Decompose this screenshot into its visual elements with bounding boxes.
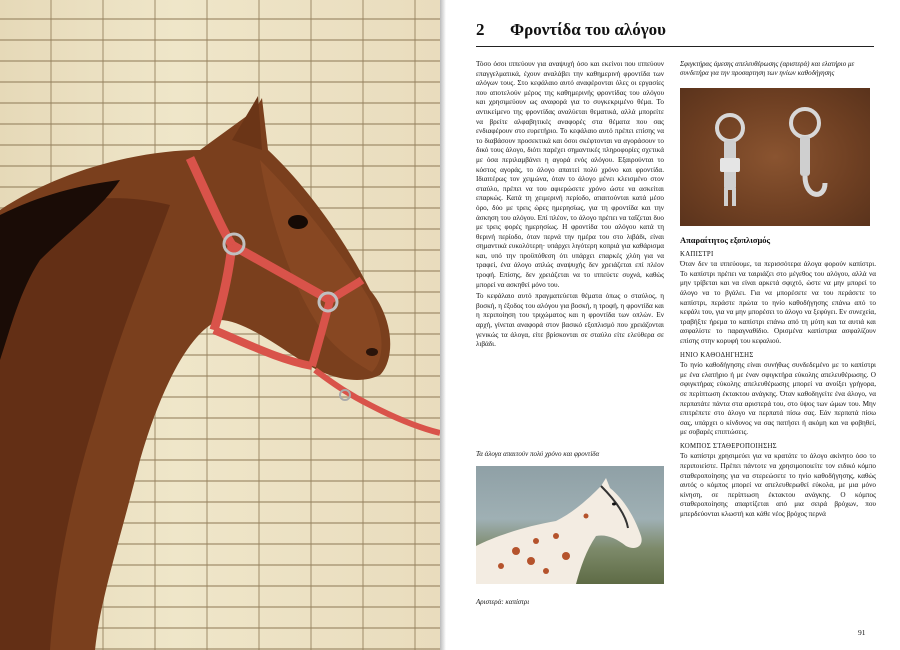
snap-clip-icons [680, 88, 870, 226]
intro-paragraph-2: Το κεφάλαιο αυτό πραγματεύεται θέματα όπως ο σταύλος, η βοσκή, η έξοδος του αλόγου για βοσκή, η τροφή, η φροντίδα και η περιποίηση του τριχώματος και η φροντίδα των οπλών. Εν αρχή, γίνεται αναφορά στον βασικό εξοπλισμό που χρειάζονται γενικώς τα άλογα, είτε βρίσκονται σε σταύλο είτε ελεύθερα σε λιβάδι. [476, 292, 664, 349]
intro-paragraph-1: Τόσο όσοι ιππεύουν για αναψυχή όσο και εκείνοι που ιππεύουν επαγγελματικά, έχουν αναλάβει την καθημερινή φροντίδα των αλόγων τους. Στο κεφάλαιο αυτό αναφέρονται όλες οι εργασίες που αποτελούν μέρος της καθημερινής φροντίδας του αλόγου και χρησιμεύουν ως αναφορά για το συγκεκριμένο θέμα. Το αντικείμενο της φροντίδας αναλύεται θεματικά, αλλά μπορείτε να βρείτε αλφαβητικές αναφορές στα θέματα που σας ενδιαφέρουν στο ευρετήριο. Το κεφάλαιο αυτό πρέπει επίσης να το διαβάσουν προσεκτικά και όσοι σκέφτονται να αγοράσουν το δικό τους άλογο, διότι παρέχει σημαντικές πληροφορίες σχετικά με όσα περιλαμβάνει η αγορά ενός αλόγου. Εξαιρούνται το κόστος αγοράς, το άλογο απαιτεί πολύ χρόνο και φροντίδα. Ιδιαιτέρως τον χειμώνα, όταν το άλογο μένει κλεισμένο στον σταύλο, πρέπει να του αφιερώσετε χρόνο ώστε να ασκείται επαρκώς. Κατά τη χειμερινή περίοδο, απαιτούνται κατά μέσο όρο, δύο με τρεις ώρες ημερησίως, για τη φροντίδα και την άσκηση του αλόγου. Επί πλέον, το άλογο πρέπει να ταΐζεται δυο με τρεις φορές ημερησίως. Η φροντίδα του αλόγου κατά τη θερινή περίοδο, όταν περνά την ημέρα του στο λιβάδι, είναι σημαντικά ευκολότερη· υπάρχει λιγότερη κοπριά για καθάρισμα και, υπό την προϋπόθεση ότι υπάρχει επαρκές χλόη για να τραφεί, ένα άλογο απλώς αναψυχής δεν χρειάζεται επί πλέον τροφή. Επίσης, δεν χρειάζεται να το ιππεύετε συχνά, καθώς μπορεί να ασκηθεί μόνο του. [476, 60, 664, 289]
item-heading-halter: ΚΑΠΙΣΤΡΙ [680, 250, 714, 258]
item-text-lead-rope: Το ηνίο καθοδήγησης είναι συνήθως συνδεδεμένο με το καπίστρι με ένα ελατήριο ή με έναν σφιγκτήρα εύκολης απελευθέρωσης. Ο σφιγκτήρας εύκολης απελευθέρωσης μπορεί να ανοίξει γρήγορα, σε περίπτωση έκτακτου ανάγκης. Όταν καθοδηγείτε ένα άλογο, να περπατάτε πάντα στα αριστερά του, στο ύψος των ώμων του. Μην επιτρέπετε στο άλογο να περπατά πίσω σας. Εάν περπατά πίσω σας, υπάρχει ο κίνδυνος να σας πατήσει ή ακόμη και να φοβηθεί, με σοβαρές επιπτώσεις. [680, 361, 876, 437]
chapter-heading [476, 20, 874, 47]
chapter-number: 2 [476, 20, 485, 39]
text-page [446, 0, 900, 650]
halter-credit-caption: Αριστερά: καπίστρι [476, 598, 530, 606]
horse-photo-page [0, 0, 440, 650]
horse-head-illustration [0, 0, 440, 650]
snap-clips-photo [680, 88, 870, 226]
horse-photo-caption: Τα άλογα απαιτούν πολύ χρόνο και φροντίδα [476, 450, 600, 458]
appaloosa-horse-illustration [476, 466, 664, 584]
equipment-section [680, 236, 876, 522]
item-heading-tie-knot: ΚΟΜΠΟΣ ΣΤΑΘΕΡΟΠΟΙΗΣΗΣ [680, 442, 777, 450]
page-number: 91 [858, 628, 866, 637]
intro-column [476, 60, 664, 352]
item-text-tie-knot: Το καπίστρι χρησιμεύει για να κρατάτε το άλογο ακίνητο όσο το περιποιείστε. Πρέπει πάντοτε να χρησιμοποιείτε τον ειδικό κόμπο σταθεροποίησης για να στερεώσετε το ηνίο καθοδήγησης, καθώς αυτός ο κόμπος μπορεί να απελευθερωθεί εύκολα, με μια μόνο κίνηση, σε περίπτωση έκτακτου ανάγκης. Ο κόμπος σταθεροποίησης απαρτίζεται από μια σειρά βρόχων, που μπερδεύονται κλωστή και κάθε νέος βρόχος περνά [680, 452, 876, 519]
clips-photo-caption: Σφιγκτήρας άμεσης απελευθέρωσης (αριστερά) και ελατήριο με συνδετήρα για την προσαρτηση των ηνίων καθοδήγησης [680, 60, 855, 77]
item-text-halter: Όταν δεν τα ιππεύουμε, τα περισσότερα άλογα φορούν καπίστρι. Το καπίστρι πρέπει να ταιριάζει στο μέγεθος του αλόγου, αλλά να μην τρίβεται και να είναι αρκετά σφιχτό, ώστε να μην μπορεί το άλογο να το βγάλει. Για να μπορέσετε να του περάσετε το καπίστρι, περάστε πρώτα το ηνίο καθοδήγησης επάνω από το κεφάλι του, για να μην μπορέσει το άλογο να ξεφύγει. Εν συνεχεία, τραβήξτε ήρεμα το καπίστρι επάνω από τη μύτη και τα αυτιά και ασφαλίστε το παραγναθίδιο. Ορισμένα καπίστρια ασφαλίζουν επίσης στην κορυφή του κεφαλιού. [680, 260, 876, 345]
chapter-title: Φροντίδα του αλόγου [510, 20, 666, 39]
appaloosa-horse-photo [476, 466, 664, 584]
item-heading-lead-rope: ΗΝΙΟ ΚΑΘΟΔΗΓΗΣΗΣ [680, 351, 754, 359]
section-heading: Απαραίτητος εξοπλισμός [680, 235, 771, 245]
